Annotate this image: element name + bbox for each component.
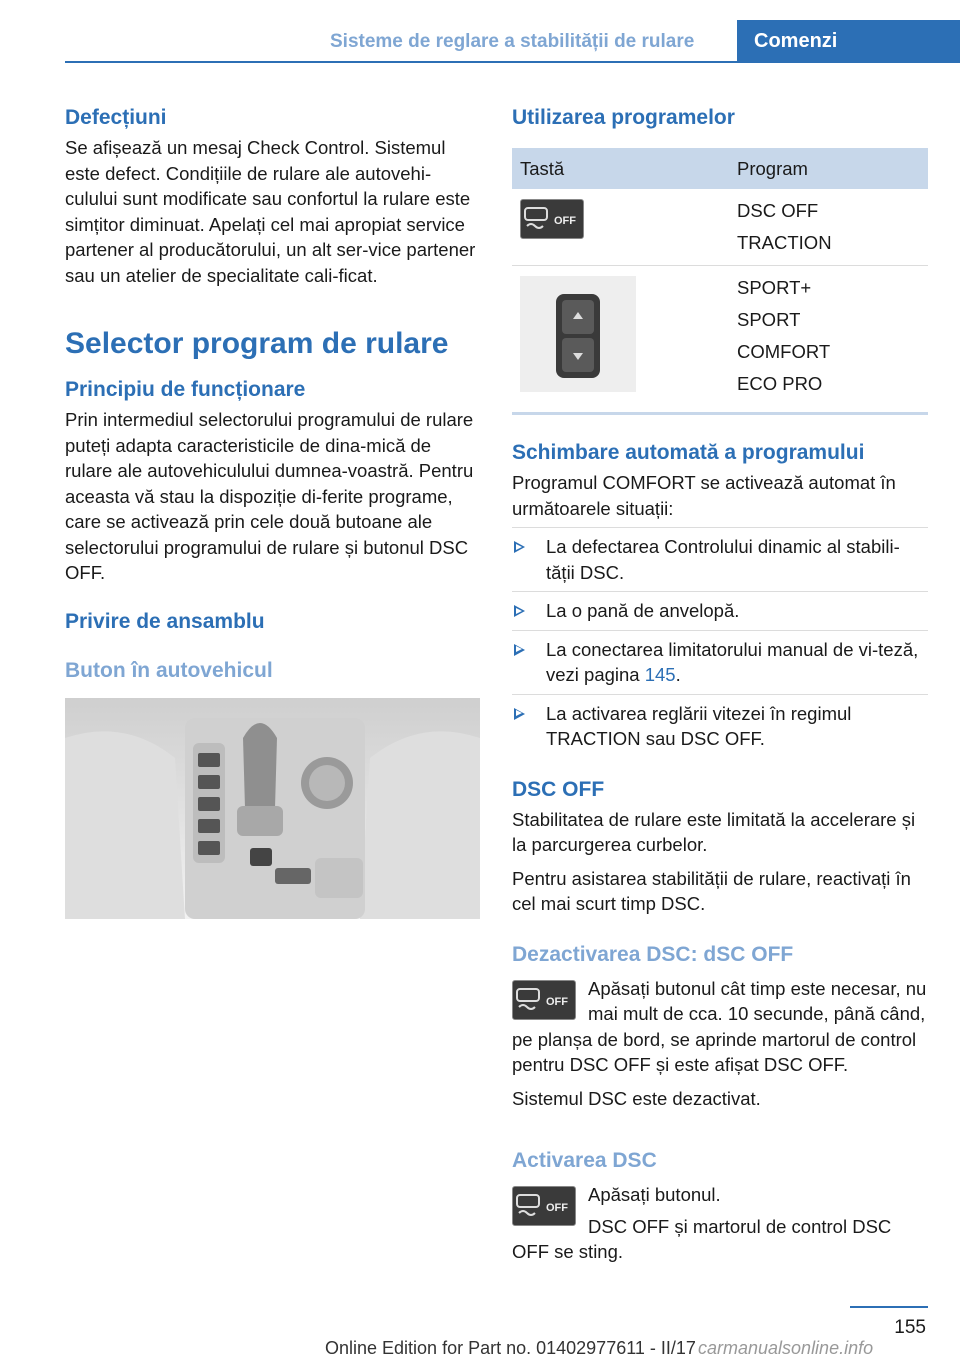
- bullet-triangle-icon: [514, 708, 525, 720]
- program-comfort: COMFORT: [737, 341, 831, 362]
- defects-text: Se afișează un mesaj Check Control. Sistemul este defect. Condițiile de rulare ale autovehi-culului sunt modificate sau confortul la rulare este simțitor diminuat. Apelați cel mai apropiat service partener al producătorului, un alt ser-vice partener sau un atelier de specialitate cali-ficat.: [65, 137, 476, 286]
- footer-rule: [850, 1306, 928, 1308]
- dsc-off-text-2: Pentru asistarea stabilității de rulare, reactivați în cel mai scurt timp DSC.: [512, 867, 911, 914]
- table-bottom-rule: [512, 412, 928, 415]
- program-sport: SPORT: [737, 309, 801, 330]
- dsc-off-text-1: Stabilitatea de rulare este limitată la accelerare și la parcurgerea curbelor.: [512, 808, 916, 855]
- svg-text:OFF: OFF: [546, 995, 568, 1008]
- deactivate-heading: Dezactivarea DSC: dSC OFF: [512, 942, 794, 966]
- list-separator: [512, 527, 928, 528]
- right-column: [512, 104, 928, 1265]
- table-row: [512, 189, 928, 266]
- svg-text:OFF: OFF: [546, 1202, 568, 1214]
- list-separator: [512, 694, 928, 695]
- auto-change-text: Programul COMFORT se activează automat în următoarele situații:: [512, 472, 896, 519]
- program-selector-key-icon: [520, 276, 636, 392]
- deactivate-result: Sistemul DSC este dezactivat.: [512, 1087, 761, 1109]
- list-separator: [512, 630, 928, 631]
- dsc-off-key-icon: [520, 199, 584, 239]
- list-item: La activarea reglării vitezei în regimul TRACTION sau DSC OFF.: [512, 701, 928, 752]
- button-heading: Buton în autovehicul: [65, 658, 273, 682]
- program-sport-plus: SPORT+: [737, 277, 812, 298]
- table-cell-programs: [729, 266, 928, 407]
- page-number: 155: [894, 1317, 926, 1338]
- overview-heading: Privire de ansamblu: [65, 609, 265, 633]
- table-header-key: Tastă: [512, 148, 729, 189]
- table-header-row: [512, 148, 928, 189]
- list-item: La defectarea Controlului dinamic al stabili-tății DSC.: [512, 534, 928, 585]
- page-link[interactable]: 145: [644, 664, 676, 685]
- dsc-off-key-icon: [512, 980, 576, 1020]
- running-header-tab: Comenzi: [737, 20, 960, 63]
- program-eco-pro: ECO PRO: [737, 373, 823, 394]
- left-column: [65, 104, 480, 919]
- running-header-section: Sisteme de reglare a stabilității de rulare: [330, 31, 695, 52]
- activate-heading: Activarea DSC: [512, 1149, 657, 1172]
- table-cell-key: [512, 266, 729, 407]
- header-rule: [65, 61, 960, 63]
- center-console-illustration: [65, 698, 480, 919]
- auto-change-heading: Schimbare automată a programului: [512, 441, 865, 464]
- center-console-photo: [65, 698, 480, 919]
- bullet-triangle-icon: [514, 605, 525, 617]
- table-cell-key: [512, 189, 729, 266]
- principle-text: Prin intermediul selectorului programului de rulare puteți adapta caracteristicile de dina-mică de rulare ale autovehiculului dumnea-voastră. Pentru aceasta vă stau la dispoziție di-ferite programe, care se activează prin cele două butoane ale selectorului programului de rulare și butonul DSC OFF.: [65, 409, 474, 583]
- programs-table: [512, 148, 928, 406]
- edition-text: Online Edition for Part no. 01402977611 - II/17: [325, 1338, 696, 1358]
- dsc-off-heading: DSC OFF: [512, 777, 605, 801]
- dsc-off-key-icon: [512, 1186, 576, 1226]
- svg-text:OFF: OFF: [554, 215, 576, 227]
- list-separator: [512, 591, 928, 592]
- watermark: carmanualsonline.info: [698, 1338, 874, 1358]
- table-cell-programs: [729, 189, 928, 266]
- bullet-triangle-icon: [514, 644, 525, 656]
- list-item: La conectarea limitatorului manual de vi-teză, vezi pagina 145.: [512, 637, 928, 688]
- selector-heading: Selector program de rulare: [65, 327, 449, 360]
- table-header-program: Program: [729, 148, 928, 189]
- activate-text: OFF Apăsați butonul. DSC OFF și martorul de control DSC OFF se sting.: [512, 1184, 892, 1262]
- deactivate-text: OFF Apăsați butonul cât timp este necesar, nu mai mult de cca. 10 secunde, până când, pe planșa de bord, se aprinde martorul de control pentru DSC OFF și este afișat DSC OFF.: [512, 977, 927, 1075]
- program-dsc-off: DSC OFF: [737, 200, 819, 221]
- list-item: La o pană de anvelopă.: [512, 598, 928, 624]
- bullet-triangle-icon: [514, 541, 525, 553]
- defects-heading: Defecțiuni: [65, 106, 167, 129]
- program-traction: TRACTION: [737, 232, 832, 253]
- auto-change-list: [512, 527, 928, 752]
- programs-heading: Utilizarea programelor: [512, 106, 735, 129]
- table-row: [512, 266, 928, 407]
- principle-heading: Principiu de funcționare: [65, 378, 306, 401]
